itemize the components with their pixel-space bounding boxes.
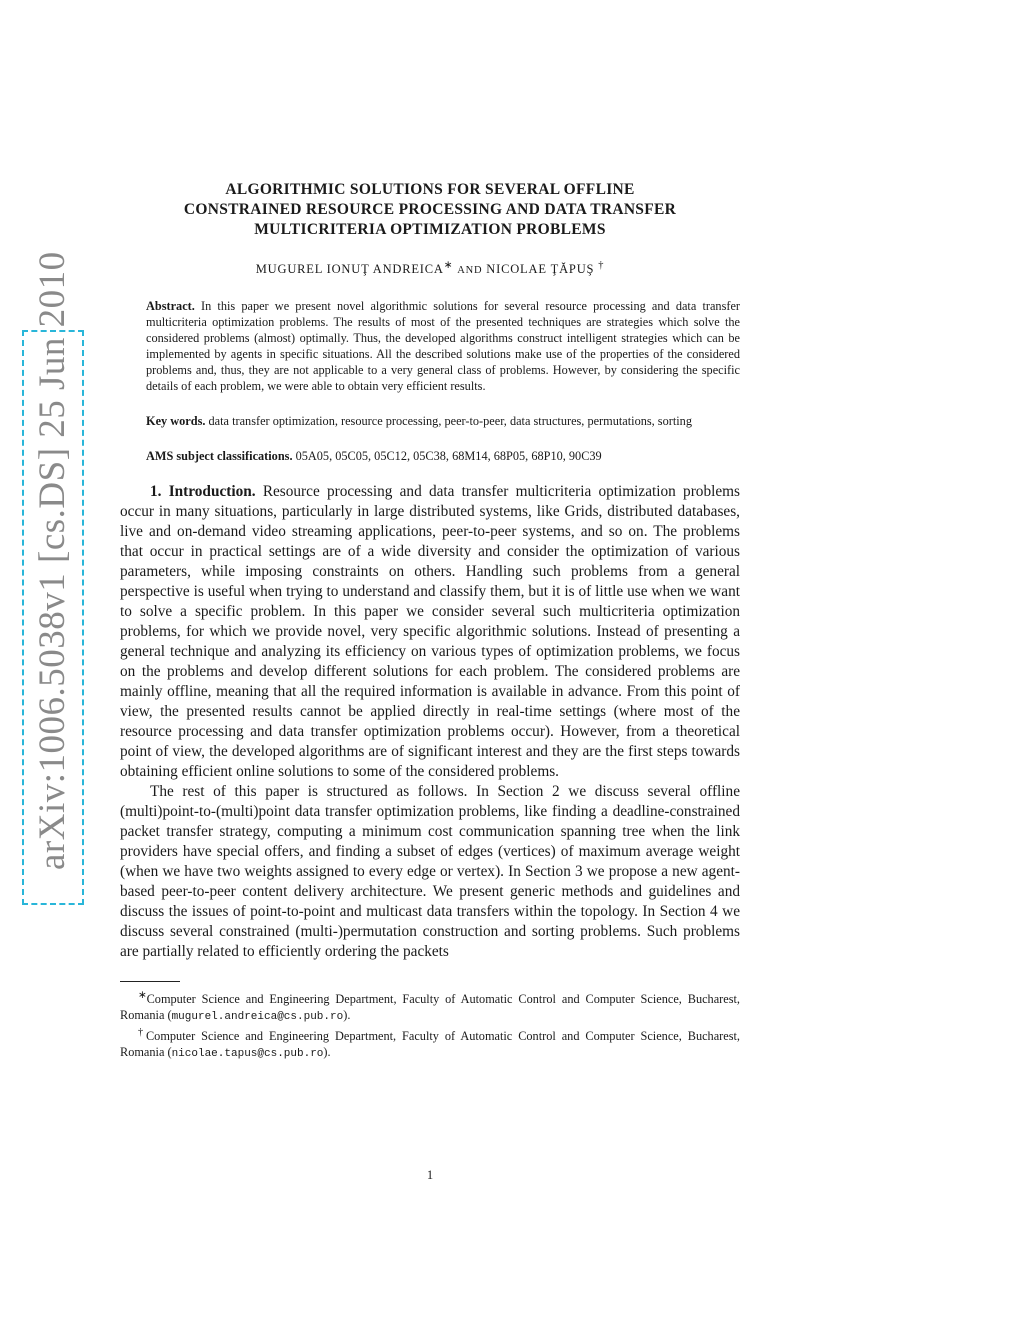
intro-paragraph-2: The rest of this paper is structured as follows. In Section 2 we discuss several offline (multi)point-to-(multi)point data transfer optimization problems, like finding a deadline-constrained packet transfer strategy, computing a minimum cost communication spanning tree when the link providers have special offers, and finding a subset of edges (vertices) of maximum average weight (when we have two weights assigned to every edge or vertex). In Section 3 we propose a new agent-based peer-to-peer content delivery architecture. We present generic methods and guidelines and discuss the issues of point-to-point and multicast data transfers within the topology. In Section 4 we discuss several constrained (multi-)permutation construction and sorting problems. Such problems are partially related to efficiently ordering the packets xyxy=(120,783,740,961)
author-second-footnote-mark: † xyxy=(598,260,605,271)
footnote-1 xyxy=(120,988,740,1025)
footnote-2 xyxy=(120,1025,740,1062)
footnote-2-text: Computer Science and Engineering Department, Faculty of Automatic Control and Computer Science, Bucharest, Romania ( xyxy=(120,1029,740,1060)
keywords-label: Key words. xyxy=(146,414,206,429)
paper-title xyxy=(120,180,740,240)
footnote-1-email[interactable]: mugurel.andreica@cs.pub.ro xyxy=(171,1011,344,1024)
ams-label: AMS subject classifications. xyxy=(146,449,293,464)
abstract-block xyxy=(120,298,740,394)
author-conjunction: AND xyxy=(457,265,483,277)
arxiv-identifier[interactable]: arXiv:1006.5038v1 [cs.DS] 25 Jun 2010 xyxy=(32,251,73,870)
author-list xyxy=(120,258,740,279)
footnote-2-mark: † xyxy=(138,1027,146,1039)
section-heading: 1. Introduction. xyxy=(150,483,256,501)
page-number: 1 xyxy=(426,1168,434,1182)
keywords-block xyxy=(120,413,740,429)
footnote-1-text: Computer Science and Engineering Department, Faculty of Automatic Control and Computer Science, Bucharest, Romania ( xyxy=(120,992,740,1023)
author-first-footnote-mark: ∗ xyxy=(443,260,454,271)
author-first: MUGUREL IONUŢ ANDREICA xyxy=(255,262,444,277)
footnote-1-mark: ∗ xyxy=(138,990,147,1002)
footnote-1-end: ). xyxy=(343,1008,351,1023)
introduction-section xyxy=(120,482,740,962)
footnote-2-end: ). xyxy=(323,1045,331,1060)
keywords-text: data transfer optimization, resource processing, peer-to-peer, data structures, permutations, sorting xyxy=(208,414,692,429)
footnotes xyxy=(120,988,740,1062)
title-line-1: ALGORITHMIC SOLUTIONS FOR SEVERAL OFFLINE xyxy=(225,181,635,198)
footnote-2-email[interactable]: nicolae.tapus@cs.pub.ro xyxy=(171,1048,324,1061)
paper-content xyxy=(120,180,740,1062)
title-line-3: MULTICRITERIA OPTIMIZATION PROBLEMS xyxy=(254,221,606,238)
intro-paragraph-1-text: Resource processing and data transfer multicriteria optimization problems occur in many situations, particularly in large distributed systems, like Grids, distributed databases, live and on-demand video streaming applications, peer-to-peer systems, and so on. The problems that occur in practical settings are of a wide diversity and consider the optimization of various parameters, while imposing constraints on others. Handling such problems from a general perspective is useful when trying to understand and classify them, but it is of little use when we want to solve a specific problem. In this paper we consider several such multicriteria optimization problems, for which we provide novel, very specific algorithmic solutions. Instead of presenting a general technique and analyzing its efficiency on various types of optimization problems, we focus on the problems and develop different solutions for each problem. The considered problems are mainly offline, meaning that all the required information is available in advance. From this point of view, the presented results cannot be applied directly in real-time settings (where most of the resource processing and data transfer optimization problems occur). However, from a theoretical point of view, the developed algorithms are of significant interest and they are the first steps towards obtaining efficient online solutions to some of the considered problems. xyxy=(120,483,740,781)
ams-text: 05A05, 05C05, 05C12, 05C38, 68M14, 68P05, 68P10, 90C39 xyxy=(295,449,602,464)
intro-paragraph-1 xyxy=(120,482,740,782)
ams-block xyxy=(120,448,740,464)
abstract-label: Abstract. xyxy=(146,299,195,314)
author-second: NICOLAE ŢĂPUŞ xyxy=(486,262,595,277)
footnote-divider xyxy=(120,981,180,982)
title-line-2: CONSTRAINED RESOURCE PROCESSING AND DATA TRANSFER xyxy=(183,201,677,218)
abstract-text: In this paper we present novel algorithmic solutions for several resource processing and data transfer multicriteria optimization problems. The results of most of the presented techniques are strategies which solve the considered problems (almost) optimally. Thus, the developed algorithms construct intelligent strategies which can be implemented by agents in specific situations. All the described solutions make use of the properties of the considered problems and, thus, they are not applicable to a very general class of problems. However, by considering the specific details of each problem, we were able to obtain very efficient results. xyxy=(146,299,741,394)
